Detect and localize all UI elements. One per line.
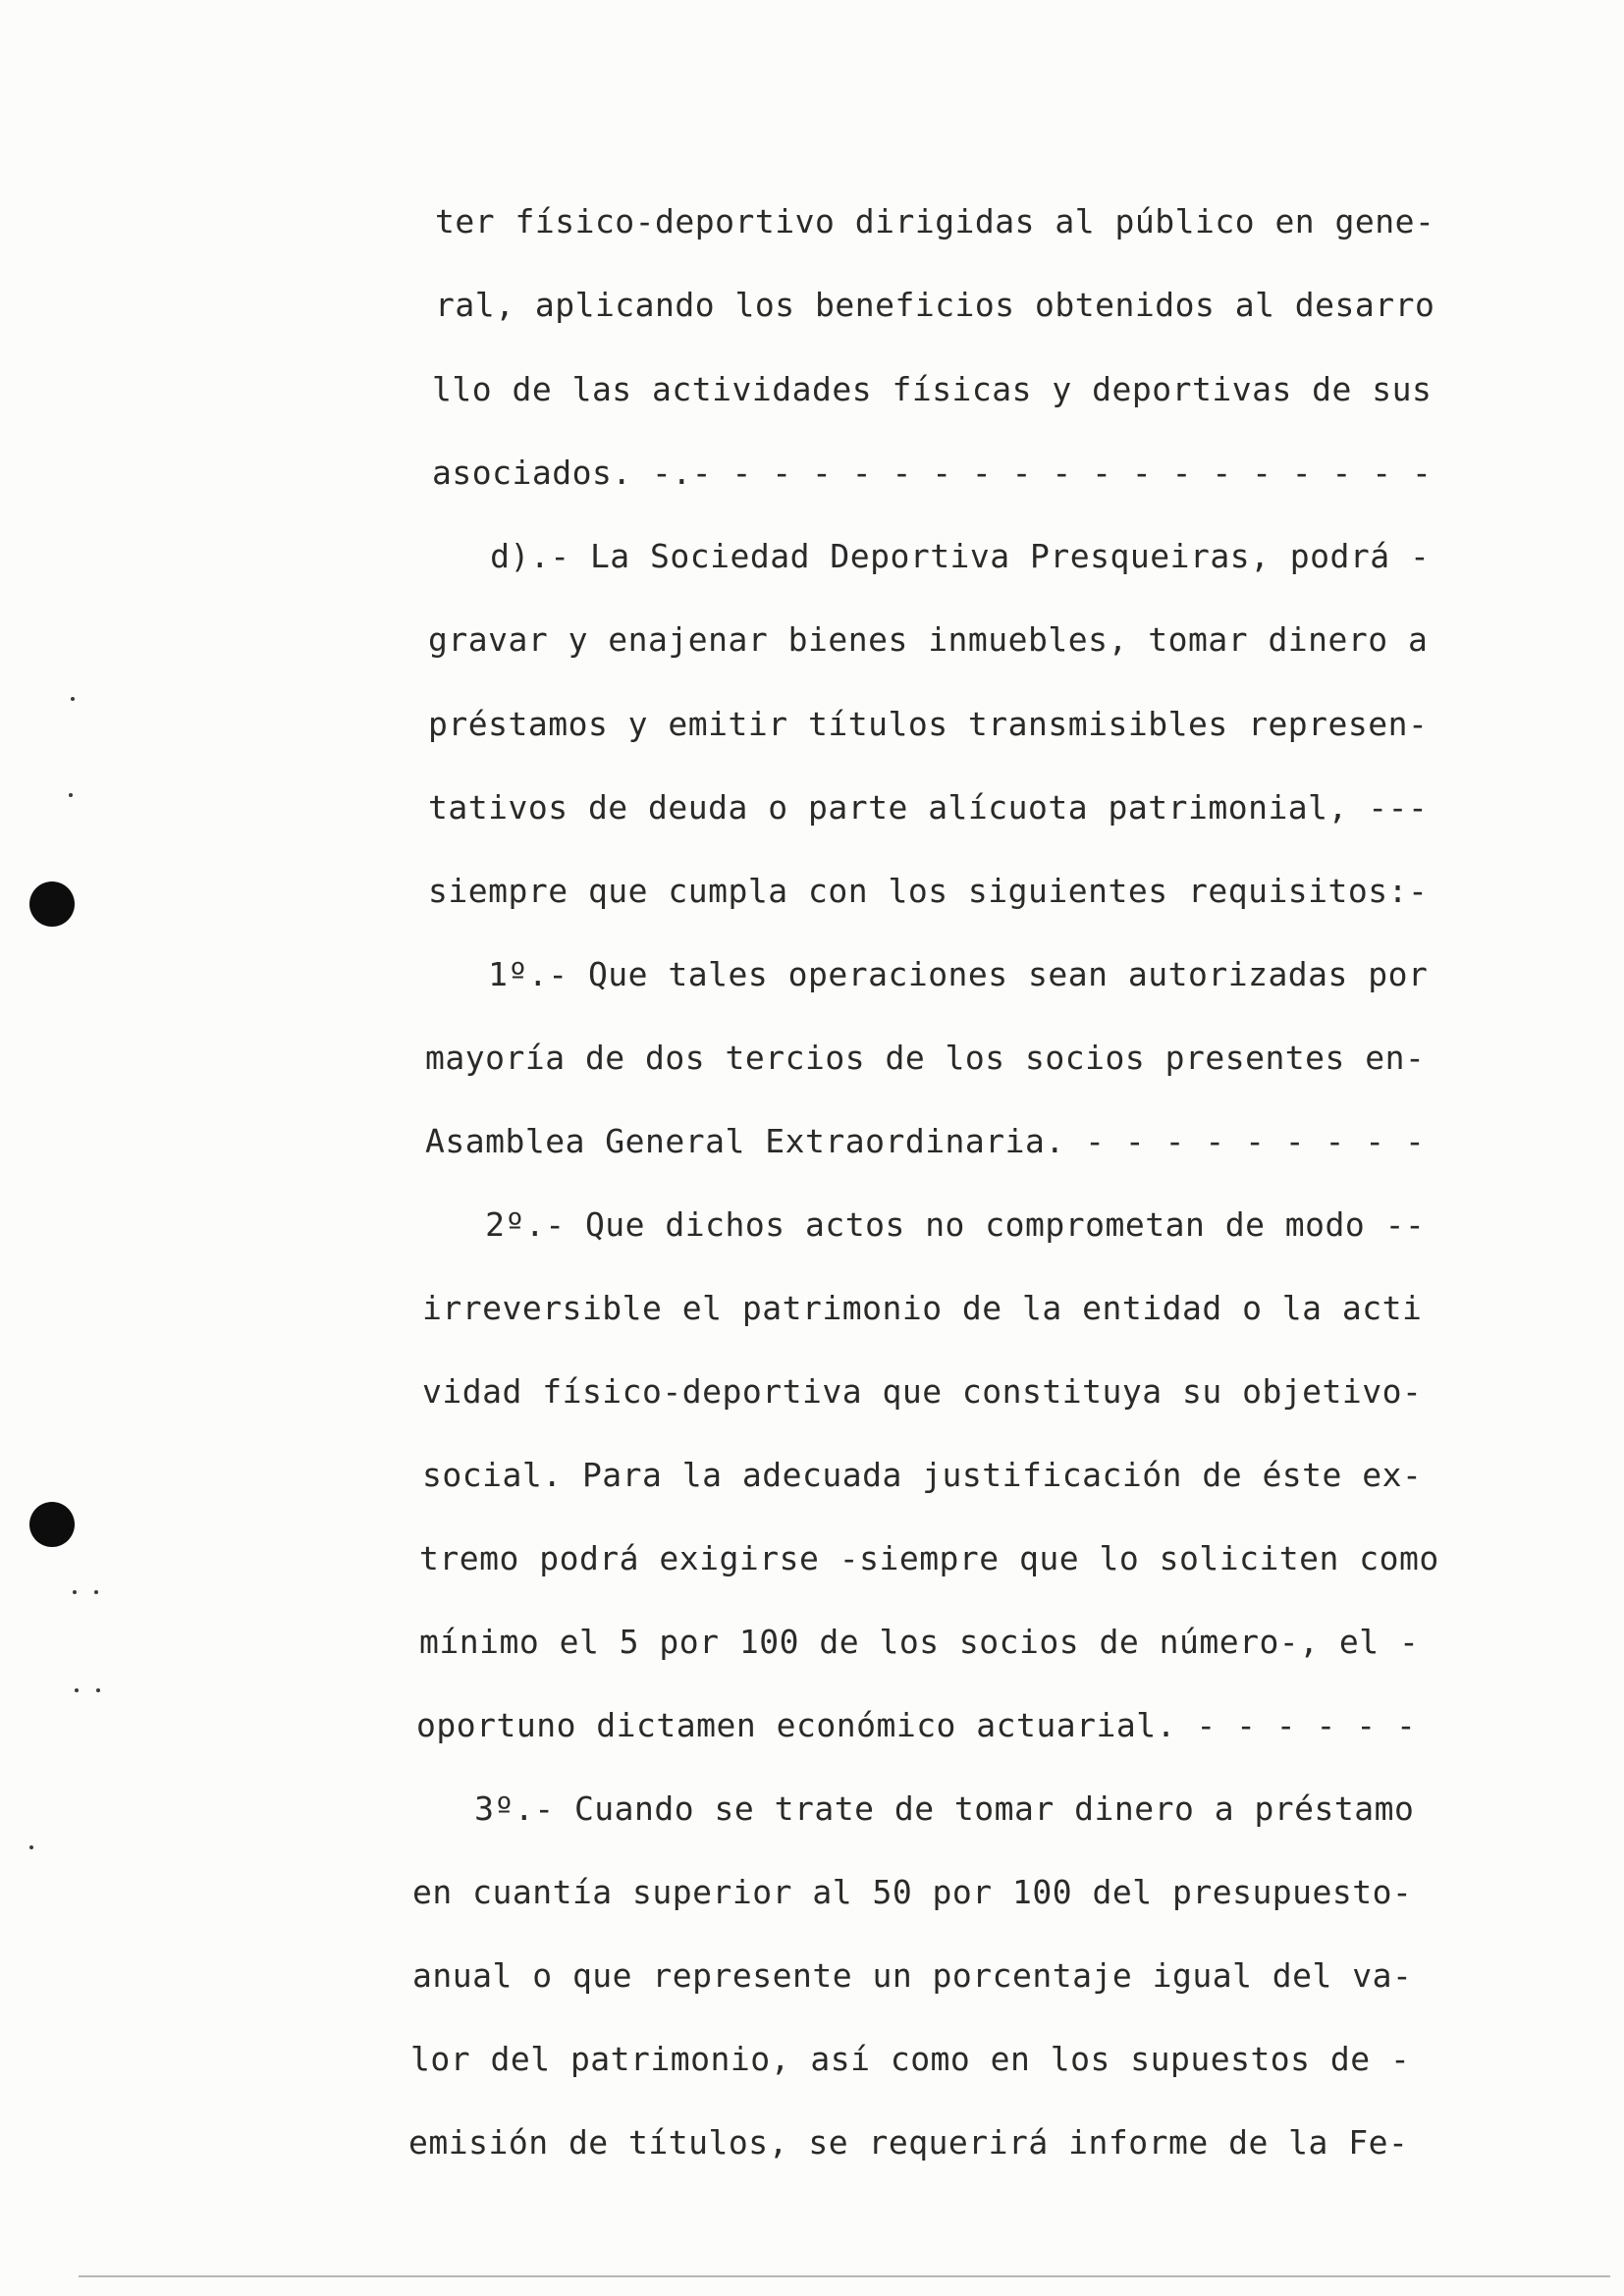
text-line: siempre que cumpla con los siguientes requisitos:- bbox=[428, 872, 1429, 910]
text-line: mínimo el 5 por 100 de los socios de número-, el - bbox=[419, 1623, 1420, 1661]
punch-hole-top bbox=[29, 881, 75, 927]
margin-speck bbox=[94, 1590, 98, 1594]
text-line: ter físico-deportivo dirigidas al público en gene- bbox=[435, 202, 1435, 240]
text-line: 1º.- Que tales operaciones sean autorizadas por bbox=[428, 955, 1429, 993]
text-line: tativos de deuda o parte alícuota patrimonial, --- bbox=[428, 788, 1429, 827]
margin-speck bbox=[73, 1590, 77, 1594]
text-line: 3º.- Cuando se trate de tomar dinero a préstamo bbox=[414, 1789, 1415, 1828]
text-line: anual o que represente un porcentaje igual del va- bbox=[412, 1956, 1413, 1995]
text-line: vidad físico-deportiva que constituya su objetivo- bbox=[422, 1372, 1423, 1411]
text-line: mayoría de dos tercios de los socios presentes en- bbox=[425, 1039, 1426, 1077]
margin-speck bbox=[96, 1688, 100, 1692]
text-line: Asamblea General Extraordinaria. - - - - - - - - - bbox=[425, 1122, 1426, 1160]
text-line: 2º.- Que dichos actos no comprometan de modo -- bbox=[425, 1205, 1426, 1244]
text-line: emisión de títulos, se requerirá informe de la Fe- bbox=[408, 2123, 1409, 2162]
bottom-edge-line bbox=[79, 2275, 1610, 2277]
text-line: gravar y enajenar bienes inmuebles, tomar dinero a bbox=[428, 620, 1429, 659]
punch-hole-bottom bbox=[29, 1502, 75, 1547]
text-line: préstamos y emitir títulos transmisibles represen- bbox=[428, 705, 1429, 743]
margin-speck bbox=[69, 793, 73, 797]
text-line: irreversible el patrimonio de la entidad o la acti bbox=[422, 1289, 1423, 1327]
text-line: lor del patrimonio, así como en los supuestos de - bbox=[410, 2040, 1411, 2078]
text-line: ral, aplicando los beneficios obtenidos al desarro bbox=[435, 286, 1435, 324]
text-line: llo de las actividades físicas y deportivas de sus bbox=[432, 370, 1433, 408]
margin-speck bbox=[75, 1688, 79, 1692]
text-line: social. Para la adecuada justificación de éste ex- bbox=[422, 1456, 1423, 1494]
text-line: tremo podrá exigirse -siempre que lo soliciten como bbox=[419, 1539, 1439, 1577]
margin-speck bbox=[29, 1845, 33, 1849]
text-line: oportuno dictamen económico actuarial. - - - - - - bbox=[416, 1706, 1417, 1744]
margin-speck bbox=[71, 697, 75, 701]
text-line: asociados. -.- - - - - - - - - - - - - - - - - - - bbox=[432, 454, 1433, 492]
text-line: en cuantía superior al 50 por 100 del presupuesto- bbox=[412, 1873, 1413, 1911]
text-line: d).- La Sociedad Deportiva Presqueiras, podrá - bbox=[430, 537, 1431, 575]
